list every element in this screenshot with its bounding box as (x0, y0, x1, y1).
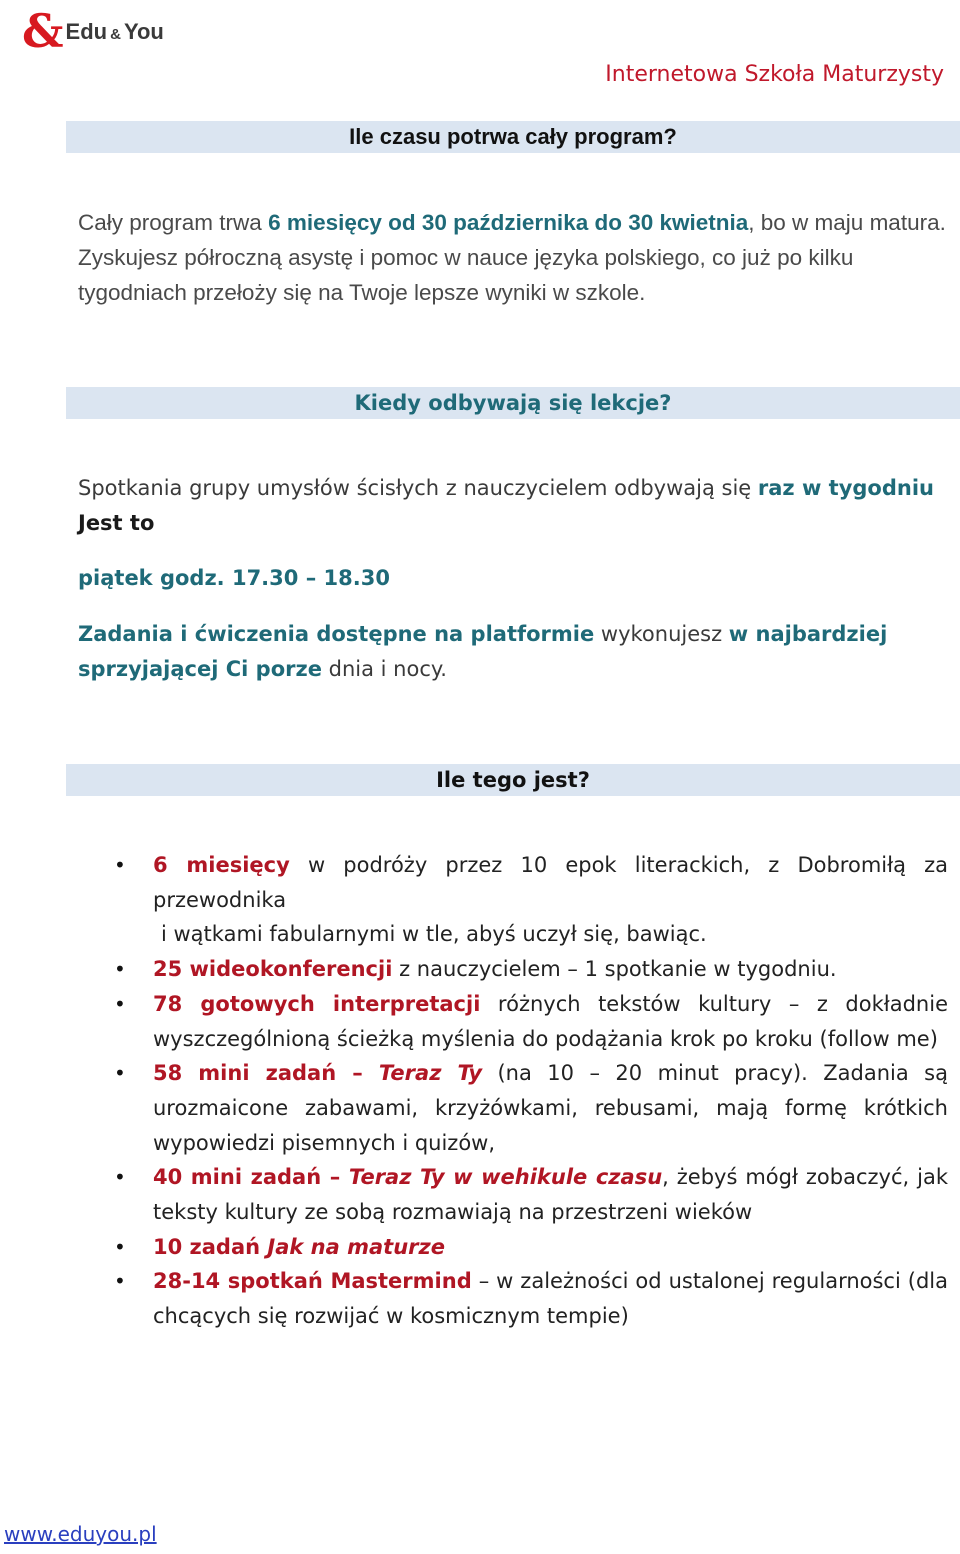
logo-ampersand-icon: & (22, 4, 64, 58)
list-item: • 25 wideokonferencji z nauczycielem – 1 spotkanie w tygodniu. (110, 952, 948, 987)
brand-logo (22, 4, 164, 58)
list-item: • 58 mini zadań – Teraz Ty (na 10 – 20 minut pracy). Zadania są urozmaicone zabawami, krzyżówkami, rebusami, mają formę krótkich wypowiedzi pisemnych i quizów, (110, 1056, 948, 1160)
list-item: • 10 zadań Jak na maturze (110, 1230, 948, 1265)
section-heading-duration: Ile czasu potrwa cały program? (66, 121, 960, 153)
section-heading-lessons: Kiedy odbywają się lekcje? (66, 387, 960, 419)
contents-list (110, 848, 948, 1334)
duration-paragraph: Cały program trwa 6 miesięcy od 30 października do 30 kwietnia, bo w maju matura. Zyskujesz półroczną asystę i pomoc w nauce języka polskiego, co już po kilku tygodniach przełoży się na Twoje lepsze wyniki w szkole. (78, 210, 946, 305)
list-item: • 40 mini zadań – Teraz Ty w wehikule czasu, żebyś mógł zobaczyć, jak teksty kultury ze sobą rozmawiają na przestrzeni wieków (110, 1160, 948, 1229)
school-name: Internetowa Szkoła Maturzysty (605, 62, 944, 87)
logo-wordmark: Edu & You (65, 19, 164, 44)
lessons-paragraph: Spotkania grupy umysłów ścisłych z nauczycielem odbywają się raz w tygodniu Jest to (78, 476, 934, 535)
list-item: • 6 miesięcy w podróży przez 10 epok literackich, z Dobromiłą za przewodnika i wątkami fabularnymi w tle, abyś uczył się, bawiąc. (110, 848, 948, 952)
section-heading-contents: Ile tego jest? (66, 764, 960, 796)
footer-website-link[interactable]: www.eduyou.pl (4, 1522, 157, 1546)
lessons-tasks-paragraph: Zadania i ćwiczenia dostępne na platformie wykonujesz w najbardziej sprzyjającej Ci porze dnia i nocy. (78, 622, 888, 681)
lessons-time: piątek godz. 17.30 – 18.30 (78, 566, 390, 590)
list-item: • 28-14 spotkań Mastermind – w zależności od ustalonej regularności (dla chcących się rozwijać w kosmicznym tempie) (110, 1264, 948, 1333)
list-item: • 78 gotowych interpretacji różnych tekstów kultury – z dokładnie wyszczególnioną ścieżką myślenia do podążania krok po kroku (follow me) (110, 987, 948, 1056)
